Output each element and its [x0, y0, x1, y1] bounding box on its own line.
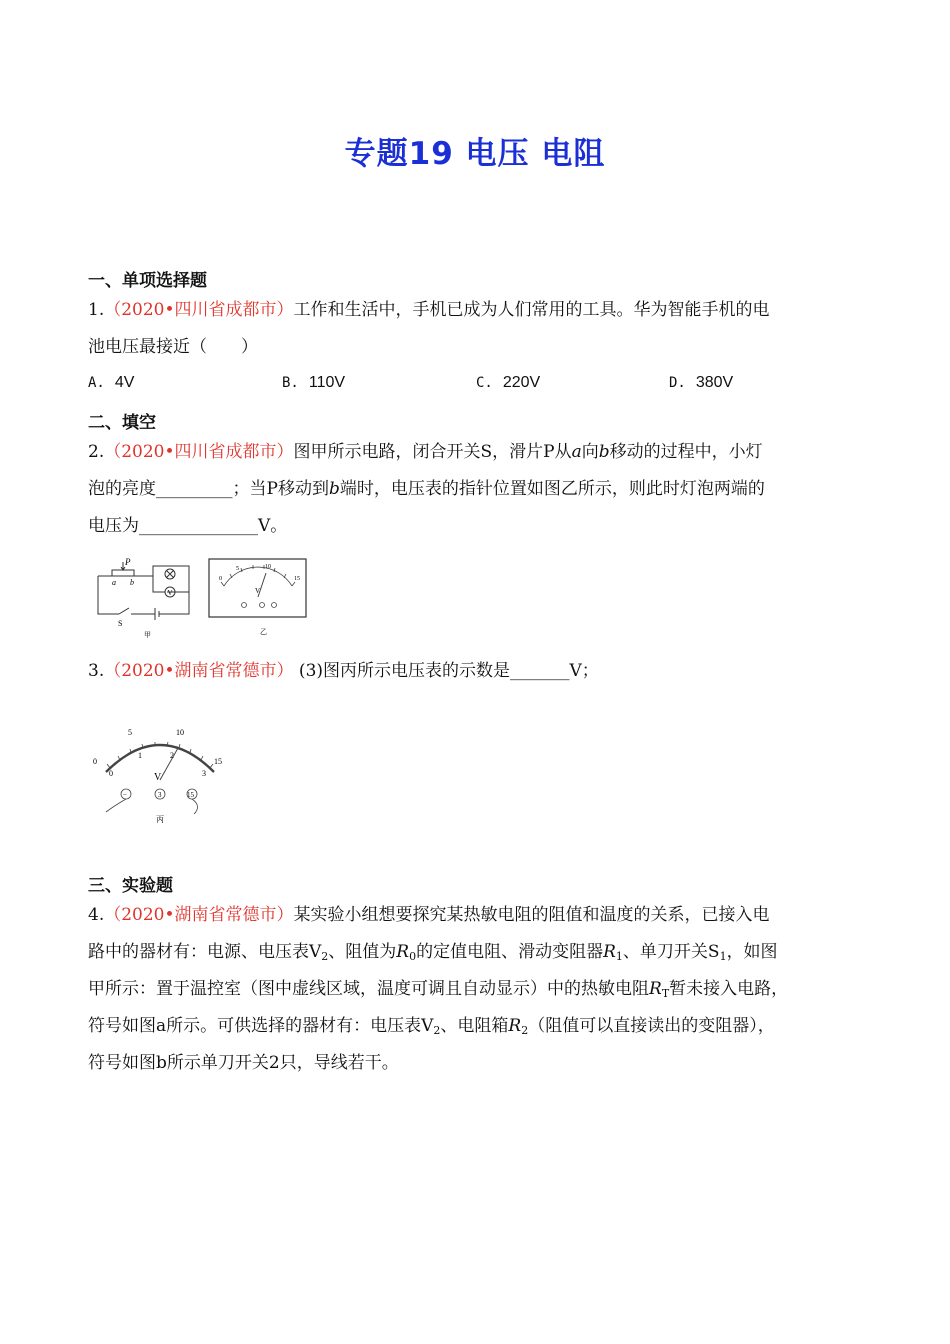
question-text: 暂未接入电路，: [669, 979, 789, 999]
tick-label: 10: [265, 564, 271, 570]
question-1-line-2: 池电压最接近（ ）: [88, 337, 258, 357]
voltmeter-figure-bing: [90, 720, 230, 830]
question-text: 、电阻箱: [440, 1016, 509, 1036]
option-a: [88, 372, 134, 392]
question-text: 、单刀开关S: [622, 942, 720, 962]
question-text: 甲所示：置于温控室（图中虚线区域，温度可调且自动显示）中的热敏电阻: [88, 979, 649, 999]
question-1-line-1: [88, 298, 878, 322]
question-source: （2020•湖南省常德市）: [104, 661, 294, 681]
tick-label: 0: [219, 576, 222, 582]
tick-label: 5: [128, 728, 132, 737]
tick-label: 3: [202, 769, 206, 778]
question-2-line-1: [88, 440, 878, 464]
option-label: C.: [476, 375, 493, 391]
subscript: 2: [433, 1024, 441, 1037]
question-source: （2020•四川省成都市）: [104, 300, 294, 320]
subscript: 2: [521, 1024, 529, 1037]
figure-label-jia: 甲: [144, 631, 151, 639]
question-4-line-1: [88, 903, 878, 927]
question-text: 移动的过程中，小灯: [609, 442, 763, 462]
tick-label: 0: [109, 769, 113, 778]
question-4-line-3: [88, 977, 878, 1006]
variable-r: R: [508, 1016, 522, 1036]
tick-label: 15: [214, 757, 222, 766]
terminal-label: 3: [158, 791, 162, 799]
question-text: (3)图丙所示电压表的示数是_______V；: [293, 661, 599, 681]
option-c: [476, 372, 540, 392]
subscript: T: [661, 987, 670, 1000]
option-label: A.: [88, 375, 105, 391]
subscript: 2: [321, 950, 329, 963]
label-v: V: [167, 589, 173, 597]
subscript: 0: [409, 950, 417, 963]
subscript: 1: [615, 950, 623, 963]
question-4-line-4: [88, 1014, 878, 1043]
variable-a: a: [571, 442, 582, 462]
question-text: 某实验小组想要探究某热敏电阻的阻值和温度的关系，已接入电: [293, 905, 770, 925]
voltmeter-figure-yi: [208, 556, 308, 640]
label-b: b: [130, 578, 134, 587]
question-text: 的定值电阻、滑动变阻器: [416, 942, 604, 962]
option-label: B.: [282, 375, 299, 391]
question-3-line-1: [88, 659, 878, 683]
tick-label: 5: [236, 566, 239, 572]
option-d: [669, 372, 733, 392]
variable-r: R: [396, 942, 410, 962]
option-value: 4V: [114, 374, 135, 391]
section-heading-experiment: 三、实验题: [88, 876, 173, 896]
section-heading-fill-blank: 二、填空: [88, 413, 156, 433]
question-text: 、阻值为: [328, 942, 397, 962]
terminal-label: 15: [187, 791, 194, 799]
circuit-diagram-jia: [95, 556, 200, 640]
variable-r: R: [603, 942, 616, 962]
label-s: S: [118, 619, 123, 628]
question-number: 1.: [88, 300, 105, 320]
question-number: 4.: [88, 905, 105, 925]
question-4-line-2: [88, 940, 878, 969]
variable-b: b: [328, 479, 340, 499]
page-title: 专题19 电压 电阻: [344, 136, 606, 172]
question-text: 图甲所示电路，闭合开关S，滑片P从: [293, 442, 572, 462]
section-heading-single-choice: 一、单项选择题: [88, 271, 207, 291]
tick-label: 15: [294, 576, 300, 582]
question-number: 3.: [88, 661, 105, 681]
question-text: ，如图: [726, 942, 778, 962]
question-text: 泡的亮度_________；当P移动到: [88, 479, 329, 499]
label-p: P: [125, 557, 131, 567]
tick-label: 1: [138, 751, 142, 760]
question-source: （2020•湖南省常德市）: [104, 905, 294, 925]
question-source: （2020•四川省成都市）: [104, 442, 294, 462]
question-number: 2.: [88, 442, 105, 462]
option-value: 220V: [502, 374, 541, 391]
question-text: 符号如图a所示。可供选择的器材有：电压表V: [88, 1016, 434, 1036]
tick-label: 0: [93, 757, 97, 766]
figure-label-bing: 丙: [156, 815, 164, 824]
question-text: 路中的器材有：电源、电压表V: [88, 942, 322, 962]
terminal-label: −: [123, 791, 127, 799]
label-a: a: [112, 578, 116, 587]
option-label: D.: [669, 375, 686, 391]
question-2-line-3: 电压为______________V。: [88, 516, 288, 536]
option-b: [282, 372, 345, 392]
option-value: 110V: [308, 374, 346, 391]
tick-label: 2: [170, 751, 174, 760]
question-text: （阻值可以直接读出的变阻器），: [528, 1016, 775, 1036]
subscript: 1: [719, 950, 727, 963]
variable-b: b: [598, 442, 610, 462]
question-text: 端时，电压表的指针位置如图乙所示，则此时灯泡两端的: [339, 479, 765, 499]
meter-unit-label: V: [255, 587, 261, 595]
variable-r: R: [649, 979, 662, 999]
question-text: 工作和生活中，手机已成为人们常用的工具。华为智能手机的电: [293, 300, 770, 320]
question-2-line-2: [88, 477, 878, 501]
option-value: 380V: [695, 374, 734, 391]
tick-label: 10: [176, 728, 184, 737]
question-text: 向: [581, 442, 599, 462]
meter-unit-label: V: [154, 772, 162, 783]
question-4-line-5: 符号如图b所示单刀开关2只，导线若干。: [88, 1053, 399, 1073]
figure-label-yi: 乙: [260, 628, 267, 636]
